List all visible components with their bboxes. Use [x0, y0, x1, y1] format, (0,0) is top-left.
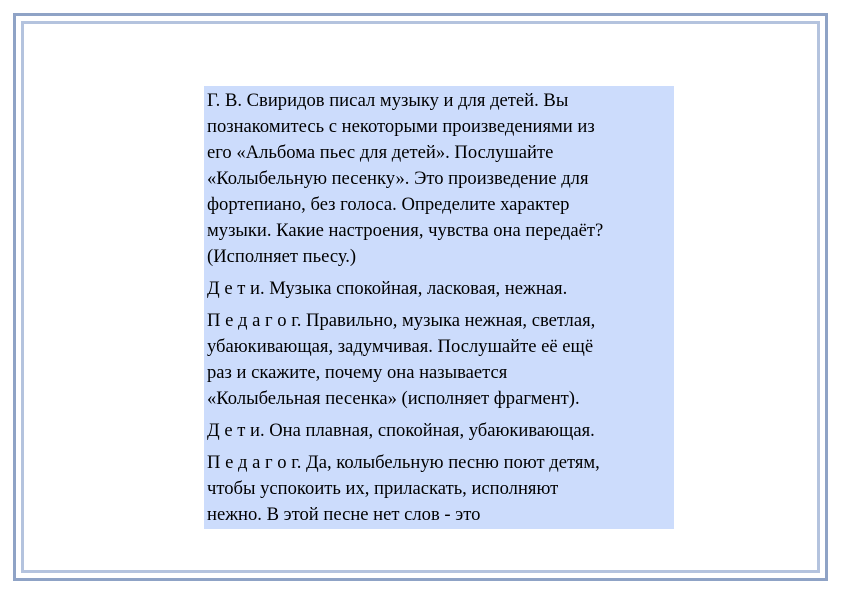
- text-line: (Исполняет пьесу.): [207, 246, 357, 267]
- text-line: чтобы успокоить их, приласкать, исполняют: [207, 478, 559, 499]
- paragraph-intro: [207, 88, 674, 270]
- text-line: Д е т и. Музыка спокойная, ласковая, нежная.: [207, 278, 568, 299]
- paragraph-teacher-2: [207, 450, 674, 528]
- text-line: раз и скажите, почему она называется: [207, 362, 508, 383]
- text-line: фортепиано, без голоса. Определите характер: [207, 194, 570, 215]
- text-line: П е д а г о г. Правильно, музыка нежная, светлая,: [207, 310, 596, 331]
- text-line: познакомитесь с некоторыми произведениями из: [207, 116, 595, 137]
- text-line: нежно. В этой песне нет слов - это: [207, 504, 481, 525]
- text-line: Г. В. Свиридов писал музыку и для детей. Вы: [207, 90, 569, 111]
- paragraph-children-answer-1: [207, 276, 674, 302]
- text-line: музыки. Какие настроения, чувства она передаёт?: [207, 220, 604, 241]
- text-line: его «Альбома пьес для детей». Послушайте: [207, 142, 554, 163]
- text-line: «Колыбельную песенку». Это произведение для: [207, 168, 589, 189]
- text-line: П е д а г о г. Да, колыбельную песню поют детям,: [207, 452, 600, 473]
- paragraph-teacher-1: [207, 308, 674, 412]
- text-box: [204, 86, 674, 529]
- text-line: «Колыбельная песенка» (исполняет фрагмент).: [207, 388, 580, 409]
- text-line: Д е т и. Она плавная, спокойная, убаюкивающая.: [207, 420, 595, 441]
- text-line: убаюкивающая, задумчивая. Послушайте её ещё: [207, 336, 594, 357]
- paragraph-children-answer-2: [207, 418, 674, 444]
